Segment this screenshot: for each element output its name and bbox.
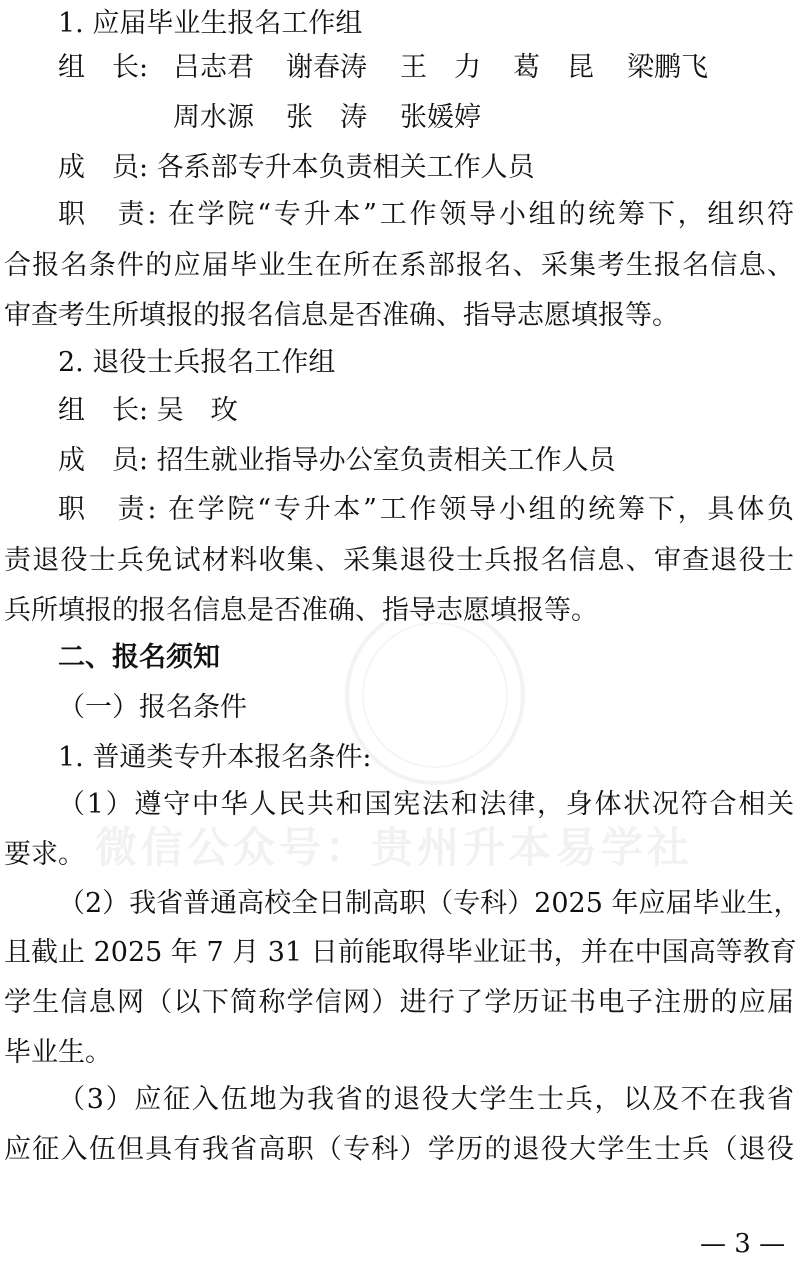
group2-duty-line: 职 责: 在学院“专升本”工作领导小组的统筹下，具体负 [58,494,794,525]
group2-members: 成 员: 招生就业指导办公室负责相关工作人员 [58,445,616,476]
leader-name: 王 力 [400,52,481,83]
condition-line: （1）遵守中华人民共和国宪法和法律，身体状况符合相关 [58,789,794,820]
group1-members: 成 员: 各系部专升本负责相关工作人员 [58,152,535,183]
leader-name: 张媛婷 [400,102,481,133]
leader-name: 周水源 [173,102,254,133]
leader-name: 梁鹏飞 [627,52,708,83]
watermark-text: 微信公众号：贵州升本易学社 [95,823,694,872]
condition-line: 应征入伍但具有我省高职（专科）学历的退役大学生士兵（退役 [4,1134,794,1165]
condition-line: （2）我省普通高校全日制高职（专科）2025 年应届毕业生， [58,888,800,919]
page-number: — 3 — [700,1229,786,1259]
group1-leader-label: 组 长: [58,52,149,83]
group1-duty-line: 职 责: 在学院“专升本”工作领导小组的统筹下，组织符 [58,199,794,230]
group1-duty-line: 审查考生所填报的报名信息是否准确、指导志愿填报等。 [4,300,679,331]
group1-duty-line: 合报名条件的应届毕业生在所在系部报名、采集考生报名信息、 [4,250,794,281]
section-heading: 二、报名须知 [58,642,220,673]
condition-line: 毕业生。 [4,1037,112,1068]
condition-line: 学生信息网（以下简称学信网）进行了学历证书电子注册的应届 [4,987,794,1018]
group2-duty-line: 兵所填报的报名信息是否准确、指导志愿填报等。 [4,595,598,626]
leader-name: 谢春涛 [286,52,367,83]
group2-title: 2. 退役士兵报名工作组 [58,347,336,378]
leader-name: 葛 昆 [513,52,594,83]
condition-line: （3）应征入伍地为我省的退役大学生士兵，以及不在我省 [58,1084,794,1115]
leader-name: 吕志君 [173,52,254,83]
group1-title: 1. 应届毕业生报名工作组 [58,8,363,39]
condition-line: 且截止 2025 年 7 月 31 日前能取得毕业证书，并在中国高等教育 [4,937,797,968]
subsection-heading: （一）报名条件 [58,692,247,723]
condition-line: 要求。 [4,839,85,870]
leader-name: 张 涛 [286,102,367,133]
group2-leader: 组 长: 吴 玫 [58,395,238,426]
item-heading: 1. 普通类专升本报名条件: [58,742,372,773]
group2-duty-line: 责退役士兵免试材料收集、采集退役士兵报名信息、审查退役士 [4,545,794,576]
